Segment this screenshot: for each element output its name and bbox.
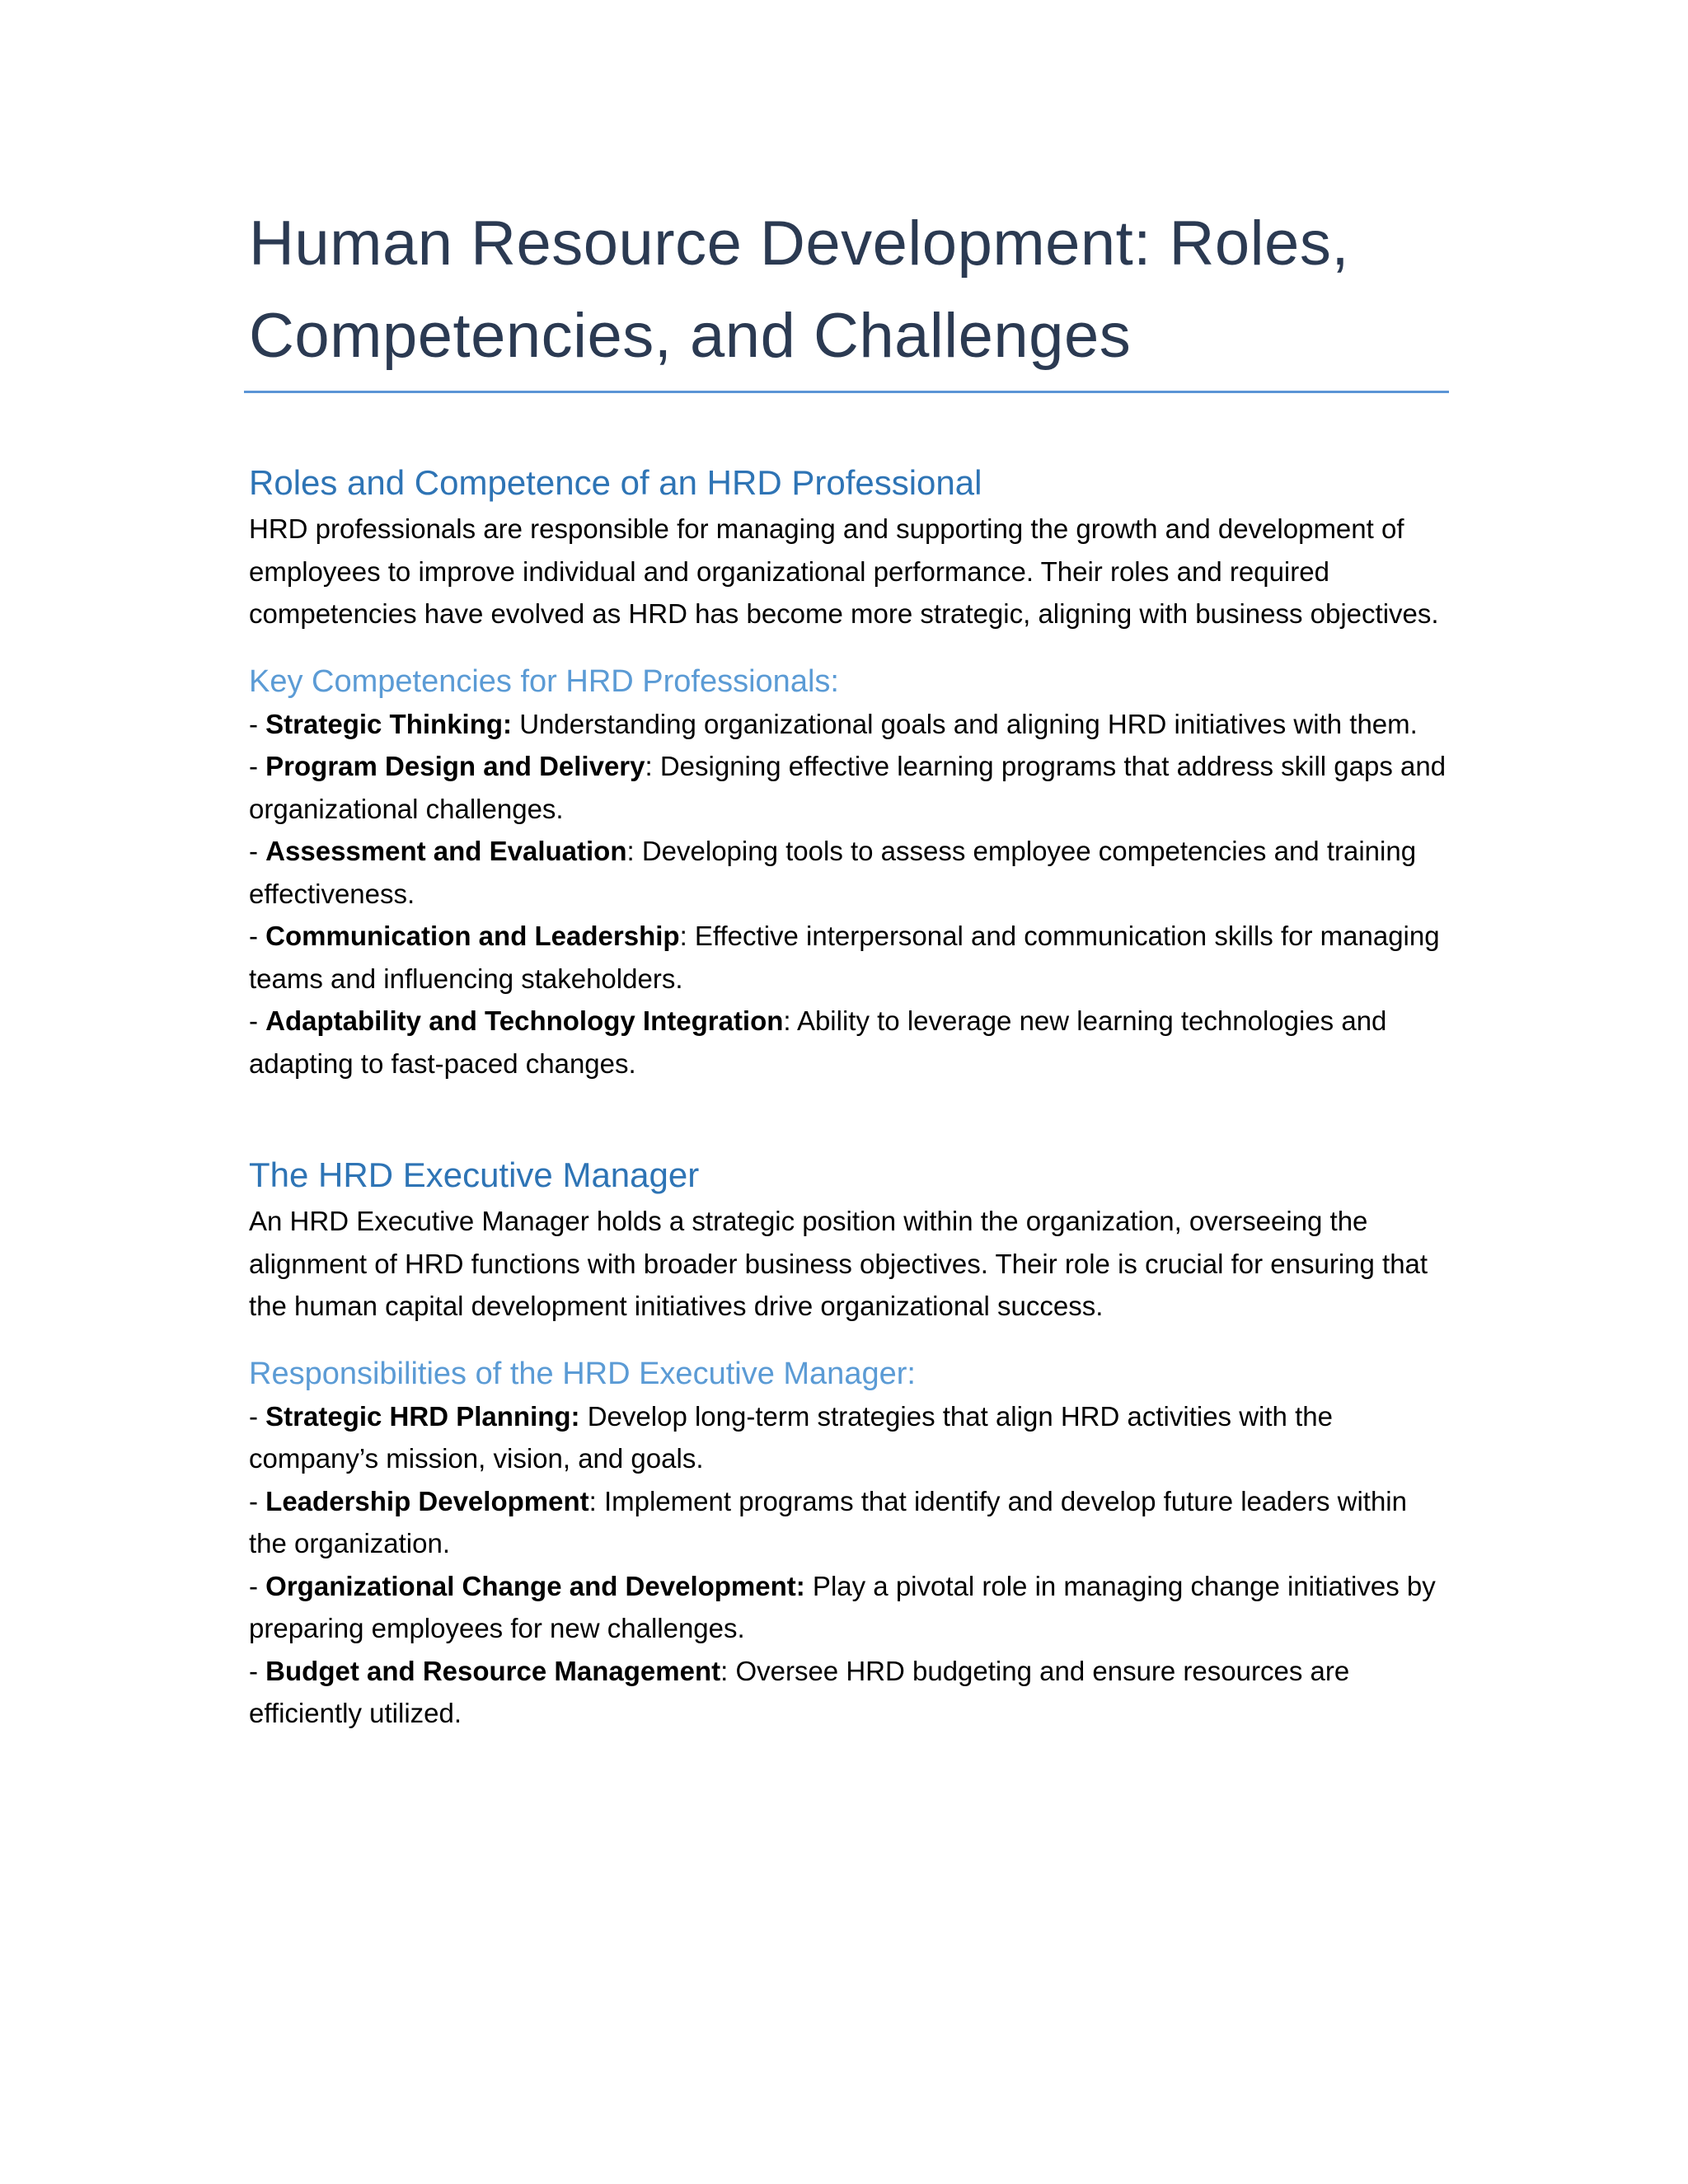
list-item <box>249 1395 1449 1480</box>
item-text: : Oversee HRD budgeting and ensure resources are efficiently utilized. <box>249 1655 1350 1728</box>
section-heading-hrd-professional: Roles and Competence of an HRD Professional <box>249 463 982 502</box>
item-text: Understanding organizational goals and aligning HRD initiatives with them. <box>512 708 1418 739</box>
item-prefix: - <box>249 708 266 739</box>
list-item <box>249 1650 1449 1735</box>
item-prefix: - <box>249 1485 266 1516</box>
item-prefix: - <box>249 836 266 866</box>
list-item <box>249 1565 1449 1650</box>
item-text: Develop long-term strategies that align HRD activities with the company’s mission, vision, and goals. <box>249 1400 1333 1474</box>
item-term: Leadership Development <box>265 1485 589 1516</box>
section-heading-executive-manager: The HRD Executive Manager <box>249 1155 700 1194</box>
item-prefix: - <box>249 921 266 951</box>
item-text: : Ability to leverage new learning technologies and adapting to fast-paced changes. <box>249 1005 1387 1079</box>
list-item <box>249 1000 1449 1085</box>
document-body <box>249 198 1449 1735</box>
item-text: : Developing tools to assess employee competencies and training effectiveness. <box>249 836 1417 909</box>
title-underline <box>244 391 1449 393</box>
item-prefix: - <box>249 1005 266 1036</box>
item-text: : Designing effective learning programs that address skill gaps and organizational challenges. <box>249 751 1447 824</box>
item-term: Strategic Thinking: <box>265 708 513 739</box>
item-text: Play a pivotal role in managing change initiatives by preparing employees for new challenges. <box>249 1570 1436 1643</box>
document-title: Human Resource Development: Roles, Competencies, and Challenges <box>249 209 1349 371</box>
item-text: : Effective interpersonal and communication skills for managing teams and influencing stakeholders. <box>249 921 1440 994</box>
item-term: Communication and Leadership <box>265 921 680 951</box>
list-item <box>249 830 1449 915</box>
item-prefix: - <box>249 1400 266 1432</box>
item-term: Adaptability and Technology Integration <box>265 1005 784 1036</box>
competencies-list <box>249 703 1449 1085</box>
item-prefix: - <box>249 1655 266 1686</box>
section-paragraph-executive-manager: An HRD Executive Manager holds a strategic position within the organization, overseeing the alignment of HRD functions with broader business objectives. Their role is crucial for ensuring that the human capital development initiatives drive organizational success. <box>249 1206 1428 1321</box>
item-prefix: - <box>249 751 266 781</box>
subheading-responsibilities: Responsibilities of the HRD Executive Manager: <box>249 1356 916 1391</box>
item-term: Organizational Change and Development: <box>265 1570 805 1601</box>
subheading-key-competencies: Key Competencies for HRD Professionals: <box>249 663 839 699</box>
list-item <box>249 915 1449 1000</box>
list-item <box>249 703 1449 746</box>
item-prefix: - <box>249 1570 266 1601</box>
section-paragraph-hrd-professional: HRD professionals are responsible for managing and supporting the growth and development of employees to improve individual and organizational performance. Their roles and required competencies have evolved as HRD has become more strategic, aligning with business objectives. <box>249 513 1439 629</box>
item-term: Program Design and Delivery <box>265 751 645 781</box>
responsibilities-list <box>249 1395 1449 1735</box>
item-term: Strategic HRD Planning: <box>265 1400 580 1432</box>
item-term: Budget and Resource Management <box>265 1655 721 1686</box>
item-text: : Implement programs that identify and develop future leaders within the organization. <box>249 1485 1407 1558</box>
list-item <box>249 745 1449 830</box>
item-term: Assessment and Evaluation <box>265 836 627 866</box>
list-item <box>249 1480 1449 1565</box>
